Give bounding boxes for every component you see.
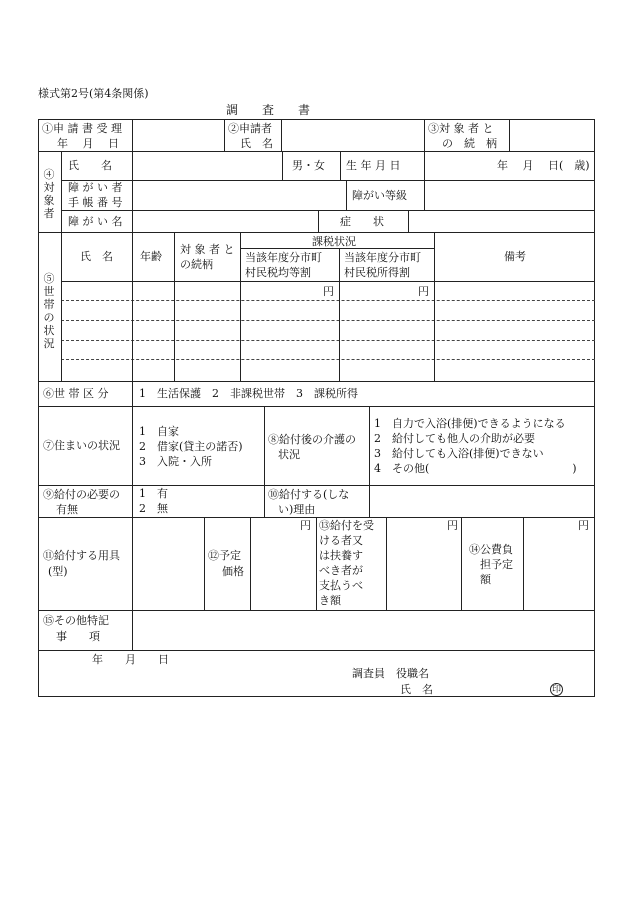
applicant-name-field[interactable] bbox=[282, 120, 423, 150]
public-burden-label: ⑭公費負 担予定 額 bbox=[469, 543, 513, 586]
investigator-title-label: 調査員 役職名 bbox=[352, 667, 429, 680]
planned-price-label: ⑫予定 bbox=[208, 549, 241, 562]
household-name-header: 氏 名 bbox=[80, 250, 113, 263]
household-class-label: ⑥世 帯 区 分 bbox=[43, 387, 109, 400]
investigator-name-label: 氏 名 bbox=[400, 683, 433, 696]
equipment-label: ⑪給付する用具 bbox=[43, 549, 120, 562]
subject-section-label: ④対象者 bbox=[43, 168, 55, 220]
application-date-label-2: 年 月 日 bbox=[57, 137, 119, 150]
tax-even-header: 当該年度分市町 bbox=[245, 251, 322, 264]
disability-grade-label: 障がい等級 bbox=[352, 189, 407, 202]
handbook-label: 障 が い 者 bbox=[68, 181, 123, 194]
remarks-special-field[interactable] bbox=[133, 611, 594, 649]
equipment-field[interactable] bbox=[133, 518, 203, 609]
reason-label-2: い)理由 bbox=[278, 503, 316, 516]
reason-field[interactable] bbox=[370, 486, 594, 516]
relation-label: ③対 象 者 と bbox=[428, 122, 494, 135]
household-class-options[interactable]: 1 生活保護 2 非課税世帯 3 課税所得 bbox=[139, 387, 358, 400]
necessity-label-2: 有無 bbox=[56, 503, 78, 516]
planned-price-label-2: 価格 bbox=[222, 565, 244, 578]
remarks-special-label: ⑮その他特記 bbox=[43, 614, 109, 627]
household-age-header: 年齢 bbox=[140, 250, 162, 263]
equipment-label-2: (型) bbox=[48, 565, 68, 578]
disability-grade-field[interactable] bbox=[425, 181, 594, 209]
tax-income-header-2: 村民税所得割 bbox=[344, 266, 410, 279]
necessity-label: ⑨給付の必要の bbox=[43, 488, 120, 501]
application-date-label: ①申 請 書 受 理 bbox=[42, 122, 122, 135]
seal-icon: 印 bbox=[551, 685, 561, 695]
household-section-label: ⑤世帯の状況 bbox=[43, 272, 55, 350]
form-number: 様式第2号(第4条関係) bbox=[38, 87, 149, 100]
care-status-label-2: 状況 bbox=[278, 448, 300, 461]
subject-name-label: 氏 名 bbox=[68, 159, 112, 172]
care-status-label: ⑧給付後の介護の bbox=[268, 433, 356, 446]
birth-date-label: 生 年 月 日 bbox=[346, 159, 401, 172]
public-burden-field[interactable] bbox=[524, 532, 594, 609]
tax-status-header: 課税状況 bbox=[312, 235, 356, 248]
household-rows[interactable] bbox=[62, 282, 594, 380]
birth-date-field[interactable]: 年 月 日( 歳) bbox=[497, 159, 590, 172]
tax-income-yen: 円 bbox=[418, 285, 429, 298]
gender-selector[interactable]: 男・女 bbox=[292, 159, 325, 172]
handbook-number-field[interactable] bbox=[133, 181, 345, 209]
tax-even-header-2: 村民税均等割 bbox=[245, 266, 311, 279]
housing-label: ⑦住まいの状況 bbox=[43, 439, 120, 452]
survey-date[interactable]: 年 月 日 bbox=[92, 653, 169, 666]
public-burden-yen: 円 bbox=[578, 519, 589, 532]
household-relation-header-2: の続柄 bbox=[180, 258, 213, 271]
payer-amount-yen: 円 bbox=[447, 519, 458, 532]
handbook-label-2: 手 帳 番 号 bbox=[68, 196, 123, 209]
necessity-options[interactable]: 1 有 2 無 bbox=[139, 487, 168, 515]
planned-price-yen: 円 bbox=[300, 519, 311, 532]
symptom-field[interactable] bbox=[409, 211, 594, 231]
planned-price-field[interactable] bbox=[251, 532, 315, 609]
disability-name-field[interactable] bbox=[133, 211, 317, 231]
relation-label-2: の 続 柄 bbox=[442, 137, 497, 150]
tax-income-header: 当該年度分市町 bbox=[344, 251, 421, 264]
payer-amount-field[interactable] bbox=[387, 532, 460, 609]
remarks-special-label-2: 事 項 bbox=[56, 630, 100, 643]
applicant-label: ②申請者 bbox=[228, 122, 272, 135]
care-status-options[interactable]: 1 自力で入浴(排便)できるようになる 2 給付しても他人の介助が必要 3 給付しても入浴(排便)できない 4 その他( ) bbox=[374, 417, 577, 475]
form-title: 調 査 書 bbox=[226, 103, 311, 117]
applicant-name-label: 氏 名 bbox=[240, 137, 273, 150]
housing-options[interactable]: 1 自家 2 借家(貸主の諾否) 3 入院・入所 bbox=[139, 425, 243, 468]
remarks-header: 備考 bbox=[504, 250, 526, 263]
reason-label: ⑩給付する(しな bbox=[268, 488, 350, 501]
payer-amount-label: ⑬給付を受 ける者又 は扶養す べき者が 支払うべ き額 bbox=[319, 519, 374, 607]
application-date-field[interactable] bbox=[133, 120, 223, 150]
subject-name-field[interactable] bbox=[133, 152, 281, 180]
relation-field[interactable] bbox=[510, 120, 594, 150]
disability-name-label: 障 が い 名 bbox=[68, 215, 123, 228]
tax-even-yen: 円 bbox=[323, 285, 334, 298]
household-relation-header: 対 象 者 と bbox=[180, 243, 235, 256]
symptom-label: 症 状 bbox=[340, 215, 384, 228]
